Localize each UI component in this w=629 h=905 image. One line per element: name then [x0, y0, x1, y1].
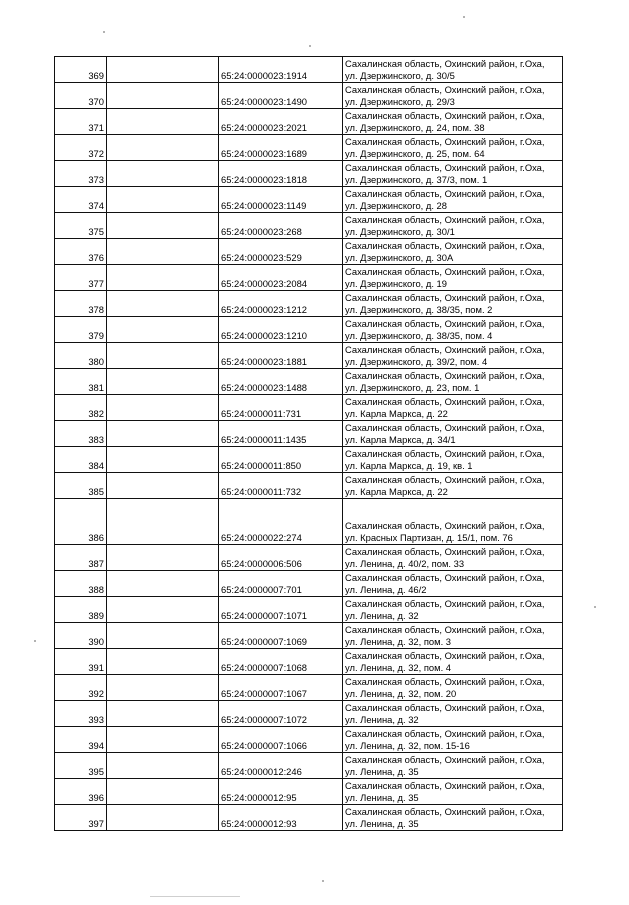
row-number-cell: 378 — [55, 291, 107, 317]
scan-speck — [594, 606, 596, 608]
address-cell — [343, 109, 563, 135]
address-cell — [343, 83, 563, 109]
address-cell — [343, 675, 563, 701]
address-street-line: ул. Ленина, д. 35 — [345, 792, 419, 803]
address-region-line: Сахалинская область, Охинский район, г.Оха, — [345, 214, 545, 225]
address-street-line: ул. Ленина, д. 32 — [345, 714, 419, 725]
address-street-line: ул. Ленина, д. 32, пом. 3 — [345, 636, 452, 647]
table-row — [55, 369, 563, 395]
address-street-line: ул. Дзержинского, д. 38/35, пом. 4 — [345, 330, 493, 341]
address-street-line: ул. Дзержинского, д. 24, пом. 38 — [345, 122, 485, 133]
table-row — [55, 421, 563, 447]
cadastral-number-cell: 65:24:0000023:1914 — [219, 57, 343, 83]
row-number-cell: 381 — [55, 369, 107, 395]
row-number-cell: 391 — [55, 649, 107, 675]
cadastral-number-cell: 65:24:0000023:1149 — [219, 187, 343, 213]
address-street-line: ул. Дзержинского, д. 19 — [345, 278, 447, 289]
cadastral-number-cell: 65:24:0000007:1072 — [219, 701, 343, 727]
row-number-cell: 369 — [55, 57, 107, 83]
table-row — [55, 649, 563, 675]
empty-name-cell — [107, 317, 219, 343]
table-row — [55, 213, 563, 239]
row-number-cell: 385 — [55, 473, 107, 499]
address-cell — [343, 701, 563, 727]
table-row — [55, 753, 563, 779]
address-region-line: Сахалинская область, Охинский район, г.Оха, — [345, 110, 545, 121]
address-region-line: Сахалинская область, Охинский район, г.Оха, — [345, 370, 545, 381]
row-number-cell: 370 — [55, 83, 107, 109]
table-row — [55, 317, 563, 343]
address-street-line: ул. Карла Маркса, д. 34/1 — [345, 434, 456, 445]
empty-name-cell — [107, 161, 219, 187]
address-cell — [343, 135, 563, 161]
cadastral-number-cell: 65:24:0000023:1689 — [219, 135, 343, 161]
row-number-cell: 376 — [55, 239, 107, 265]
empty-name-cell — [107, 545, 219, 571]
cadastral-number-cell: 65:24:0000007:1066 — [219, 727, 343, 753]
cadastral-number-cell: 65:24:0000023:2021 — [219, 109, 343, 135]
property-registry-table — [54, 56, 563, 831]
empty-name-cell — [107, 265, 219, 291]
address-region-line: Сахалинская область, Охинский район, г.Оха, — [345, 754, 545, 765]
empty-name-cell — [107, 571, 219, 597]
address-region-line: Сахалинская область, Охинский район, г.Оха, — [345, 396, 545, 407]
address-cell — [343, 805, 563, 831]
scan-speck — [103, 31, 105, 33]
address-cell — [343, 239, 563, 265]
address-street-line: ул. Дзержинского, д. 38/35, пом. 2 — [345, 304, 493, 315]
address-cell — [343, 571, 563, 597]
empty-name-cell — [107, 447, 219, 473]
address-street-line: ул. Дзержинского, д. 28 — [345, 200, 447, 211]
row-number-cell: 372 — [55, 135, 107, 161]
address-cell — [343, 317, 563, 343]
empty-name-cell — [107, 499, 219, 545]
empty-name-cell — [107, 291, 219, 317]
row-number-cell: 395 — [55, 753, 107, 779]
address-cell — [343, 213, 563, 239]
table-row — [55, 675, 563, 701]
table-row — [55, 701, 563, 727]
cadastral-number-cell: 65:24:0000023:1490 — [219, 83, 343, 109]
cadastral-number-cell: 65:24:0000007:1067 — [219, 675, 343, 701]
address-street-line: ул. Ленина, д. 32 — [345, 610, 419, 621]
address-region-line: Сахалинская область, Охинский район, г.Оха, — [345, 520, 545, 531]
empty-name-cell — [107, 135, 219, 161]
address-cell — [343, 753, 563, 779]
empty-name-cell — [107, 623, 219, 649]
row-number-cell: 375 — [55, 213, 107, 239]
row-number-cell: 390 — [55, 623, 107, 649]
table-row — [55, 395, 563, 421]
address-region-line: Сахалинская область, Охинский район, г.Оха, — [345, 422, 545, 433]
address-cell — [343, 447, 563, 473]
address-region-line: Сахалинская область, Охинский район, г.Оха, — [345, 344, 545, 355]
row-number-cell: 396 — [55, 779, 107, 805]
registry-table-body — [55, 57, 563, 831]
address-cell — [343, 649, 563, 675]
cadastral-number-cell: 65:24:0000012:93 — [219, 805, 343, 831]
table-row — [55, 109, 563, 135]
row-number-cell: 373 — [55, 161, 107, 187]
address-region-line: Сахалинская область, Охинский район, г.Оха, — [345, 728, 545, 739]
empty-name-cell — [107, 421, 219, 447]
cadastral-number-cell: 65:24:0000011:731 — [219, 395, 343, 421]
empty-name-cell — [107, 343, 219, 369]
empty-name-cell — [107, 395, 219, 421]
cadastral-number-cell: 65:24:0000023:529 — [219, 239, 343, 265]
address-region-line: Сахалинская область, Охинский район, г.Оха, — [345, 58, 545, 69]
table-row — [55, 571, 563, 597]
address-region-line: Сахалинская область, Охинский район, г.Оха, — [345, 624, 545, 635]
address-region-line: Сахалинская область, Охинский район, г.Оха, — [345, 162, 545, 173]
address-region-line: Сахалинская область, Охинский район, г.Оха, — [345, 650, 545, 661]
cadastral-number-cell: 65:24:0000007:1071 — [219, 597, 343, 623]
address-cell — [343, 473, 563, 499]
empty-name-cell — [107, 753, 219, 779]
address-cell — [343, 187, 563, 213]
cadastral-number-cell: 65:24:0000023:1818 — [219, 161, 343, 187]
address-street-line: ул. Ленина, д. 32, пом. 4 — [345, 662, 452, 673]
table-row — [55, 805, 563, 831]
empty-name-cell — [107, 727, 219, 753]
row-number-cell: 383 — [55, 421, 107, 447]
address-cell — [343, 623, 563, 649]
table-row — [55, 57, 563, 83]
cadastral-number-cell: 65:24:0000012:95 — [219, 779, 343, 805]
address-region-line: Сахалинская область, Охинский район, г.Оха, — [345, 598, 545, 609]
table-row — [55, 135, 563, 161]
address-street-line: ул. Дзержинского, д. 23, пом. 1 — [345, 382, 480, 393]
row-number-cell: 386 — [55, 499, 107, 545]
table-row — [55, 499, 563, 545]
scan-speck — [34, 640, 36, 642]
empty-name-cell — [107, 109, 219, 135]
table-row — [55, 291, 563, 317]
cadastral-number-cell: 65:24:0000023:1210 — [219, 317, 343, 343]
table-row — [55, 161, 563, 187]
table-row — [55, 239, 563, 265]
cadastral-number-cell: 65:24:0000022:274 — [219, 499, 343, 545]
row-number-cell: 388 — [55, 571, 107, 597]
row-number-cell: 384 — [55, 447, 107, 473]
address-cell — [343, 421, 563, 447]
address-region-line: Сахалинская область, Охинский район, г.Оха, — [345, 448, 545, 459]
address-region-line: Сахалинская область, Охинский район, г.Оха, — [345, 136, 545, 147]
address-region-line: Сахалинская область, Охинский район, г.Оха, — [345, 266, 545, 277]
address-street-line: ул. Дзержинского, д. 29/3 — [345, 96, 455, 107]
cadastral-number-cell: 65:24:0000023:268 — [219, 213, 343, 239]
empty-name-cell — [107, 369, 219, 395]
address-region-line: Сахалинская область, Охинский район, г.Оха, — [345, 546, 545, 557]
cadastral-number-cell: 65:24:0000011:1435 — [219, 421, 343, 447]
cadastral-number-cell: 65:24:0000006:506 — [219, 545, 343, 571]
cadastral-number-cell: 65:24:0000023:1212 — [219, 291, 343, 317]
row-number-cell: 393 — [55, 701, 107, 727]
address-cell — [343, 369, 563, 395]
address-region-line: Сахалинская область, Охинский район, г.Оха, — [345, 676, 545, 687]
address-street-line: ул. Ленина, д. 32, пом. 15-16 — [345, 740, 470, 751]
address-region-line: Сахалинская область, Охинский район, г.Оха, — [345, 84, 545, 95]
row-number-cell: 387 — [55, 545, 107, 571]
address-street-line: ул. Ленина, д. 46/2 — [345, 584, 427, 595]
cadastral-number-cell: 65:24:0000023:1488 — [219, 369, 343, 395]
address-street-line: ул. Дзержинского, д. 39/2, пом. 4 — [345, 356, 488, 367]
row-number-cell: 382 — [55, 395, 107, 421]
address-cell — [343, 727, 563, 753]
scan-speck — [322, 880, 324, 882]
cadastral-number-cell: 65:24:0000023:1881 — [219, 343, 343, 369]
address-street-line: ул. Дзержинского, д. 30А — [345, 252, 454, 263]
address-cell — [343, 57, 563, 83]
empty-name-cell — [107, 597, 219, 623]
address-street-line: ул. Карла Маркса, д. 22 — [345, 486, 448, 497]
row-number-cell: 380 — [55, 343, 107, 369]
address-cell — [343, 265, 563, 291]
cadastral-number-cell: 65:24:0000007:701 — [219, 571, 343, 597]
address-region-line: Сахалинская область, Охинский район, г.Оха, — [345, 318, 545, 329]
row-number-cell: 377 — [55, 265, 107, 291]
empty-name-cell — [107, 701, 219, 727]
cadastral-number-cell: 65:24:0000011:732 — [219, 473, 343, 499]
row-number-cell: 379 — [55, 317, 107, 343]
address-region-line: Сахалинская область, Охинский район, г.Оха, — [345, 292, 545, 303]
empty-name-cell — [107, 213, 219, 239]
address-cell — [343, 291, 563, 317]
address-street-line: ул. Дзержинского, д. 37/3, пом. 1 — [345, 174, 488, 185]
address-region-line: Сахалинская область, Охинский район, г.Оха, — [345, 188, 545, 199]
empty-name-cell — [107, 83, 219, 109]
table-row — [55, 623, 563, 649]
empty-name-cell — [107, 805, 219, 831]
cadastral-number-cell: 65:24:0000011:850 — [219, 447, 343, 473]
address-region-line: Сахалинская область, Охинский район, г.Оха, — [345, 702, 545, 713]
table-row — [55, 265, 563, 291]
address-street-line: ул. Ленина, д. 40/2, пом. 33 — [345, 558, 465, 569]
table-row — [55, 727, 563, 753]
row-number-cell: 374 — [55, 187, 107, 213]
address-street-line: ул. Карла Маркса, д. 19, кв. 1 — [345, 460, 473, 471]
address-street-line: ул. Красных Партизан, д. 15/1, пом. 76 — [345, 532, 513, 543]
address-cell — [343, 343, 563, 369]
empty-name-cell — [107, 473, 219, 499]
cadastral-number-cell: 65:24:0000012:246 — [219, 753, 343, 779]
address-cell — [343, 545, 563, 571]
empty-name-cell — [107, 675, 219, 701]
address-street-line: ул. Ленина, д. 35 — [345, 818, 419, 829]
table-row — [55, 545, 563, 571]
address-cell — [343, 779, 563, 805]
address-region-line: Сахалинская область, Охинский район, г.Оха, — [345, 572, 545, 583]
address-street-line: ул. Ленина, д. 32, пом. 20 — [345, 688, 457, 699]
empty-name-cell — [107, 649, 219, 675]
address-street-line: ул. Дзержинского, д. 30/5 — [345, 70, 455, 81]
empty-name-cell — [107, 779, 219, 805]
scan-edge-mark — [150, 896, 240, 897]
table-row — [55, 779, 563, 805]
cadastral-number-cell: 65:24:0000007:1068 — [219, 649, 343, 675]
scan-speck — [463, 16, 465, 18]
row-number-cell: 371 — [55, 109, 107, 135]
address-cell — [343, 597, 563, 623]
address-cell — [343, 395, 563, 421]
table-row — [55, 473, 563, 499]
address-street-line: ул. Дзержинского, д. 25, пом. 64 — [345, 148, 485, 159]
row-number-cell: 394 — [55, 727, 107, 753]
cadastral-number-cell: 65:24:0000023:2084 — [219, 265, 343, 291]
address-cell — [343, 499, 563, 545]
address-street-line: ул. Дзержинского, д. 30/1 — [345, 226, 455, 237]
scan-speck — [309, 45, 311, 47]
address-region-line: Сахалинская область, Охинский район, г.Оха, — [345, 240, 545, 251]
table-row — [55, 343, 563, 369]
address-street-line: ул. Ленина, д. 35 — [345, 766, 419, 777]
row-number-cell: 392 — [55, 675, 107, 701]
address-region-line: Сахалинская область, Охинский район, г.Оха, — [345, 474, 545, 485]
empty-name-cell — [107, 187, 219, 213]
row-number-cell: 397 — [55, 805, 107, 831]
address-street-line: ул. Карла Маркса, д. 22 — [345, 408, 448, 419]
table-row — [55, 447, 563, 473]
address-region-line: Сахалинская область, Охинский район, г.Оха, — [345, 780, 545, 791]
empty-name-cell — [107, 57, 219, 83]
cadastral-number-cell: 65:24:0000007:1069 — [219, 623, 343, 649]
table-row — [55, 83, 563, 109]
table-row — [55, 597, 563, 623]
address-cell — [343, 161, 563, 187]
address-region-line: Сахалинская область, Охинский район, г.Оха, — [345, 806, 545, 817]
empty-name-cell — [107, 239, 219, 265]
row-number-cell: 389 — [55, 597, 107, 623]
table-row — [55, 187, 563, 213]
